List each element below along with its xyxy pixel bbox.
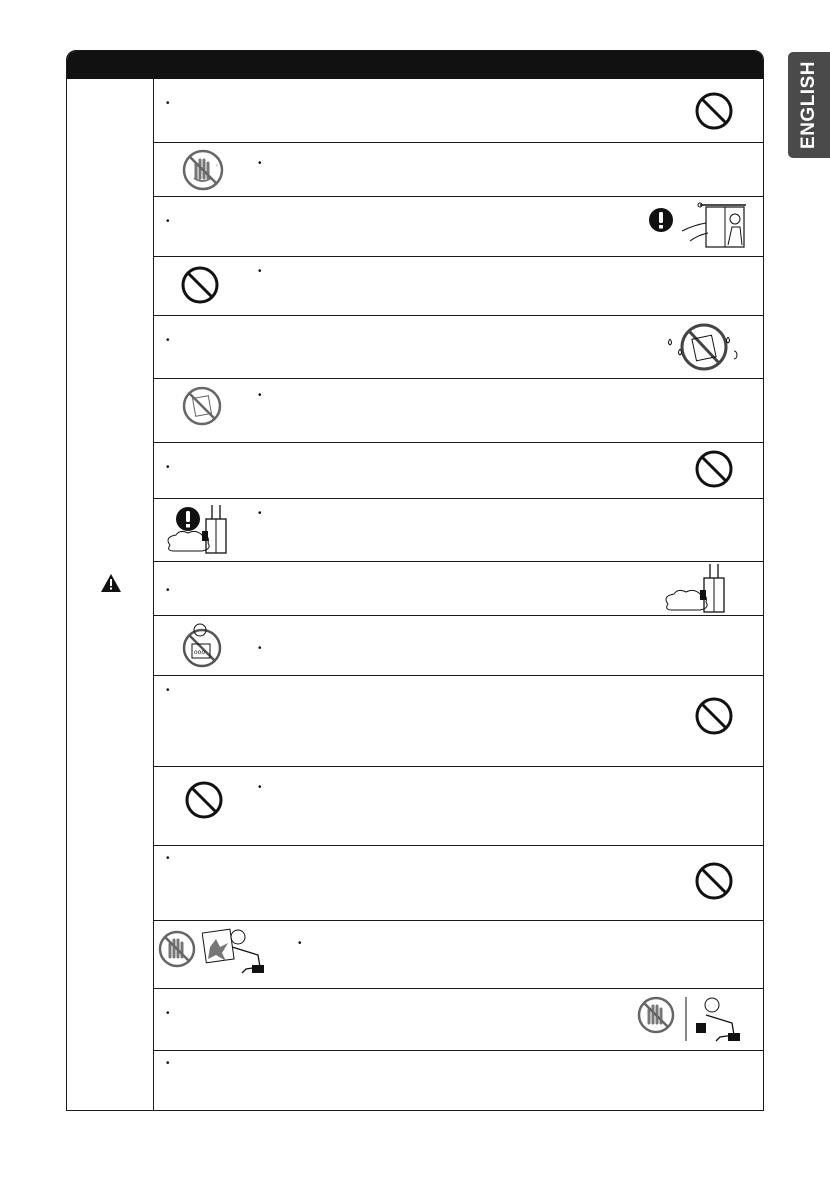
mandatory-icon xyxy=(648,207,674,233)
list-bullet: • xyxy=(166,853,170,864)
list-bullet: • xyxy=(166,216,170,227)
table-row xyxy=(154,616,763,676)
list-bullet: • xyxy=(166,1058,170,1069)
list-bullet: • xyxy=(166,685,170,696)
table-row xyxy=(154,499,763,562)
warning-category-column xyxy=(67,79,154,1110)
no-wet-hands-icon xyxy=(181,148,225,192)
breaker-switch-icon xyxy=(662,562,738,616)
table-row xyxy=(154,79,763,143)
list-bullet: • xyxy=(258,158,262,169)
prohibition-icon xyxy=(694,91,734,131)
prohibition-icon xyxy=(184,780,224,820)
list-bullet: • xyxy=(166,585,170,596)
language-tab-label: ENGLISH xyxy=(798,61,819,149)
table-row xyxy=(154,379,763,443)
table-row xyxy=(154,767,763,846)
list-bullet: • xyxy=(166,1008,170,1019)
table-row xyxy=(154,257,763,316)
warning-table xyxy=(66,50,764,1111)
table-row xyxy=(154,197,763,257)
no-touch-icon xyxy=(157,929,197,969)
list-bullet: • xyxy=(166,462,170,473)
language-tab[interactable] xyxy=(788,52,830,158)
table-row xyxy=(154,676,763,767)
table-row xyxy=(154,143,763,197)
no-touch-icon xyxy=(636,995,676,1035)
list-bullet: • xyxy=(258,508,262,519)
prohibition-icon xyxy=(180,265,220,305)
list-bullet: • xyxy=(166,98,170,109)
breaker-switch-icon xyxy=(164,503,240,557)
table-row xyxy=(154,1051,763,1111)
no-water-unit-icon xyxy=(181,385,223,427)
table-row xyxy=(154,846,763,921)
list-bullet: • xyxy=(298,938,302,949)
table-row xyxy=(154,989,763,1051)
table-header-bar xyxy=(67,51,763,79)
table-row xyxy=(154,443,763,499)
svg-text:ooo: ooo xyxy=(194,649,206,656)
list-bullet: • xyxy=(166,335,170,346)
no-child-icon xyxy=(180,620,224,670)
warning-triangle-icon xyxy=(101,574,121,592)
table-row xyxy=(154,921,763,989)
svg-text:◦: ◦ xyxy=(215,162,220,170)
list-bullet: • xyxy=(258,782,262,793)
prohibition-icon xyxy=(694,861,734,901)
list-bullet: • xyxy=(258,390,262,401)
prohibition-icon xyxy=(694,696,734,736)
list-bullet: • xyxy=(258,266,262,277)
no-splash-unit-icon xyxy=(662,321,742,373)
list-bullet: • xyxy=(258,643,262,654)
ventilate-window-icon xyxy=(680,201,746,249)
table-row xyxy=(154,316,763,379)
person-crouching-unit-icon xyxy=(202,925,268,977)
table-row xyxy=(154,562,763,616)
prohibition-icon xyxy=(694,449,734,489)
person-crouching-unit-icon xyxy=(682,993,748,1045)
